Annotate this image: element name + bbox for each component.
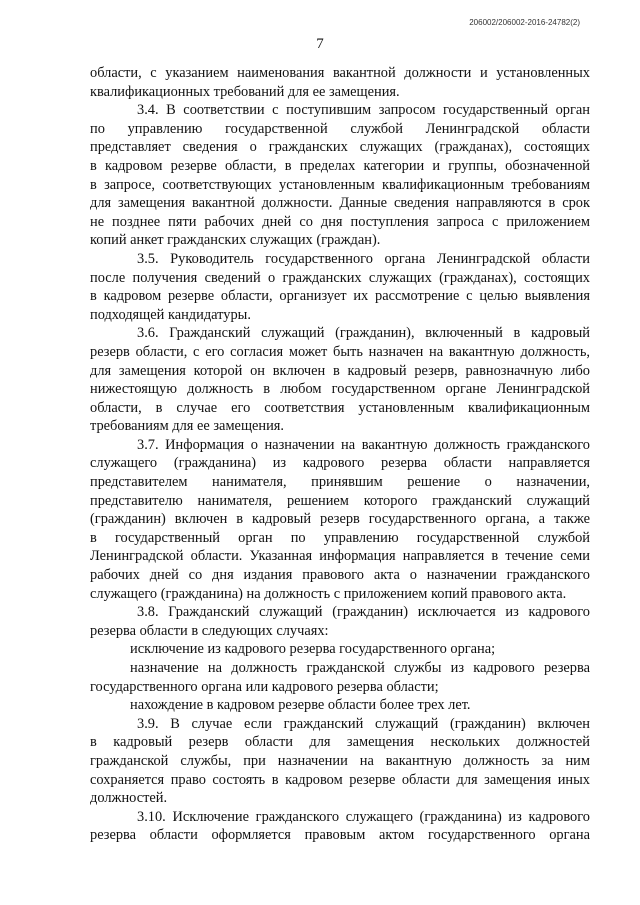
text-line: (гражданин) включен в кадровый резерв государственного органа, а также <box>90 511 590 528</box>
text-line: гражданской службы, при назначении на вакантную должность за ним <box>90 752 590 769</box>
text-line: 3.6. Гражданский служащий (гражданин), включенный в кадровый <box>137 325 590 342</box>
text-line: для замещения вакантной должности. Данные сведения направляются в срок <box>90 195 590 212</box>
text-line: представляет сведения о гражданских служащих (гражданах), состоящих <box>90 139 590 156</box>
text-line: сохраняется право состоять в кадровом резерве области для замещения иных <box>90 771 590 788</box>
text-line: назначение на должность гражданской службы из кадрового резерва <box>130 660 590 676</box>
text-line: квалификационных требований для ее замещения. <box>90 83 400 100</box>
document-code: 206002/206002-2016-24782(2) <box>469 18 580 27</box>
text-line: 3.8. Гражданский служащий (гражданин) исключается из кадрового <box>137 604 590 621</box>
text-line: Ленинградской области. Указанная информация направляется в течение семи <box>90 548 590 565</box>
text-line: нахождение в кадровом резерве области более трех лет. <box>130 697 471 714</box>
text-line: 3.5. Руководитель государственного органа Ленинградской области <box>137 250 590 267</box>
text-line: в кадровом резерве области, в пределах категории и группы, обозначенной <box>90 157 590 174</box>
text-line: представителем нанимателя, принявшим решение о назначении, <box>90 474 590 491</box>
text-line: в запросе, соответствующих установленным квалификационным требованиям <box>90 176 590 193</box>
text-line: служащего (гражданина) из кадрового резерва области направляется <box>90 455 590 472</box>
text-line: представителю нанимателя, решением которого гражданский служащий <box>90 492 590 509</box>
text-line: в государственный орган по управлению государственной службой <box>90 529 590 546</box>
text-line: резерва области в следующих случаях: <box>90 622 329 639</box>
text-line: 3.4. В соответствии с поступившим запросом государственный орган <box>137 102 590 119</box>
text-line: государственного органа или кадрового резерва области; <box>90 678 439 695</box>
text-line: в кадровом резерве области, организует их рассмотрение с целью выявления <box>90 288 590 305</box>
text-line: области, с указанием наименования вакантной должности и установленных <box>90 65 590 81</box>
text-line: в кадровый резерв области для замещения нескольких должностей <box>90 734 590 751</box>
text-line: нижестоящую должность в любом государственном органе Ленинградской <box>90 381 590 398</box>
text-line: 3.10. Исключение гражданского служащего (гражданина) из кадрового <box>137 808 590 825</box>
text-line: для замещения которой он включен в кадровый резерв, равнозначную либо <box>90 362 590 379</box>
document-body <box>90 64 590 845</box>
text-line: резерва области оформляется правовым актом государственного органа <box>90 827 590 844</box>
text-line: копий анкет гражданских служащих (граждан). <box>90 232 381 249</box>
text-line: 3.7. Информация о назначении на вакантную должность гражданского <box>137 436 590 453</box>
text-line: 3.9. В случае если гражданский служащий (гражданин) включен <box>137 715 590 732</box>
text-line: рабочих дней со дня издания правового акта о назначении гражданского <box>90 567 590 584</box>
text-line: не позднее пяти рабочих дней со дня поступления запроса с приложением <box>90 213 590 230</box>
text-line: резерв области, с его согласия может быть назначен на вакантную должность, <box>90 343 590 360</box>
text-line: исключение из кадрового резерва государственного органа; <box>130 641 496 658</box>
text-line: должностей. <box>90 790 168 807</box>
text-line: после получения сведений о гражданских служащих (гражданах), состоящих <box>90 269 590 286</box>
text-line: области, в случае его соответствия установленным квалификационным <box>90 399 590 416</box>
text-line: требованиям для ее замещения. <box>90 418 285 435</box>
text-line: служащего (гражданина) на должность с приложением копий правового акта. <box>90 585 567 602</box>
text-line: подходящей кандидатуры. <box>90 306 251 323</box>
page-number: 7 <box>316 36 324 52</box>
text-line: по управлению государственной службой Ленинградской области <box>90 120 590 137</box>
